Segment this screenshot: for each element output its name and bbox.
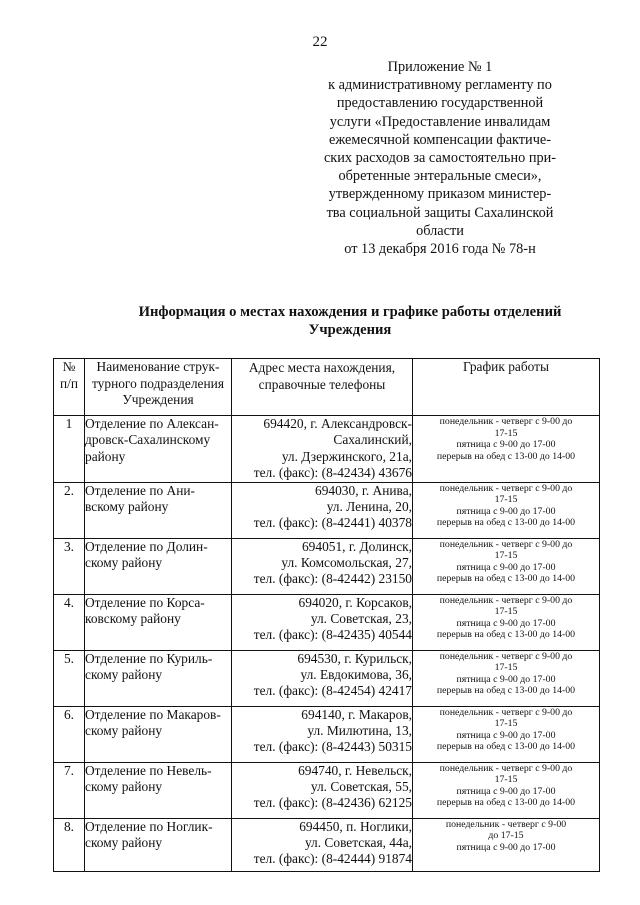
schedule-line: понедельник - четверг с 9-00 до: [439, 594, 573, 606]
schedule-line: понедельник - четверг с 9-00: [445, 818, 567, 830]
office-name: [85, 762, 232, 818]
address-line: Сахалинский,: [333, 432, 412, 448]
table-row: [54, 650, 600, 706]
office-schedule: [413, 650, 600, 706]
office-name-line: Отделение по Долин-: [85, 538, 208, 554]
address-line: 694140, г. Макаров,: [301, 706, 412, 722]
appendix-line: к административному регламенту по: [328, 77, 552, 94]
address-line: 694740, г. Невельск,: [298, 762, 412, 778]
address-line: ул. Ленина, 20,: [326, 499, 412, 515]
office-name-line: Отделение по Невель-: [85, 762, 212, 778]
header-text: п/п: [59, 375, 79, 391]
appendix-line: тва социальной защиты Сахалинской: [326, 204, 554, 221]
row-number: 5.: [54, 650, 85, 706]
office-name-line: вскому району: [85, 499, 169, 515]
appendix-line: утвержденному приказом министер-: [328, 186, 552, 203]
header-schedule: [413, 359, 600, 416]
table-row: [54, 538, 600, 594]
office-name: [85, 650, 232, 706]
header-text: Учреждения: [122, 392, 194, 407]
office-name: [85, 706, 232, 762]
office-address: [232, 482, 413, 538]
office-name: [85, 482, 232, 538]
schedule-line: понедельник - четверг с 9-00 до: [439, 482, 573, 494]
address-line: тел. (факс): (8-42436) 62125: [253, 795, 412, 811]
address-line: 694450, п. Ноглики,: [299, 818, 412, 834]
header-address: [232, 359, 413, 416]
header-num: [54, 359, 85, 416]
header-text: справочные телефоны: [258, 376, 386, 392]
row-number: 7.: [54, 762, 85, 818]
office-name-line: Отделение по Макаров-: [85, 706, 221, 722]
schedule-line: перерыв на обед с 13-00 до 14-00: [436, 685, 576, 697]
appendix-line: услуги «Предоставление инвалидам: [329, 113, 551, 130]
schedule-line: перерыв на обед с 13-00 до 14-00: [436, 450, 576, 462]
header-text: Наименование струк-: [96, 359, 220, 374]
offices-table: [53, 358, 600, 872]
address-line: тел. (факс): (8-42441) 40378: [253, 515, 412, 531]
schedule-line: перерыв на обед с 13-00 до 14-00: [436, 741, 576, 753]
office-address: [232, 538, 413, 594]
heading-line: Информация о местах нахождения и графике работы отделений: [138, 304, 562, 320]
office-schedule: [413, 538, 600, 594]
address-line: 694420, г. Александровск-: [263, 416, 412, 431]
table-row: [54, 482, 600, 538]
appendix-line: от 13 декабря 2016 года № 78-н: [344, 241, 536, 258]
address-line: ул. Советская, 44а,: [304, 835, 412, 851]
address-line: тел. (факс): (8-42434) 43676: [253, 465, 412, 481]
office-name-line: скому району: [85, 779, 163, 795]
table-row: [54, 762, 600, 818]
appendix-line: Приложение № 1: [387, 59, 493, 75]
address-line: тел. (факс): (8-42454) 42417: [253, 683, 412, 699]
address-line: 694051, г. Долинск,: [301, 538, 412, 554]
office-address: [232, 416, 413, 483]
address-line: 694030, г. Анива,: [315, 482, 412, 498]
schedule-line: 17-15: [494, 427, 518, 439]
schedule-line: перерыв на обед с 13-00 до 14-00: [436, 517, 576, 529]
schedule-line: перерыв на обед с 13-00 до 14-00: [436, 797, 576, 809]
office-name: [85, 538, 232, 594]
office-schedule: [413, 762, 600, 818]
schedule-line: понедельник - четверг с 9-00 до: [439, 650, 573, 662]
address-line: тел. (факс): (8-42435) 40544: [253, 627, 412, 643]
office-name-line: ковскому району: [85, 611, 181, 627]
office-name: [85, 594, 232, 650]
page-number: 22: [312, 34, 328, 50]
schedule-line: понедельник - четверг с 9-00 до: [439, 416, 573, 427]
appendix-line: обретенные энтеральные смеси»,: [338, 168, 542, 185]
row-number: 6.: [54, 706, 85, 762]
schedule-line: пятница с 9-00 до 17-00: [456, 617, 556, 629]
header-text: Адрес места нахождения,: [248, 360, 396, 375]
office-name-line: скому району: [85, 667, 163, 683]
schedule-line: пятница с 9-00 до 17-00: [456, 505, 556, 517]
appendix-block: [300, 58, 580, 258]
schedule-line: пятница с 9-00 до 17-00: [456, 673, 556, 685]
office-name-line: скому району: [85, 555, 163, 571]
schedule-line: 17-15: [494, 494, 518, 506]
header-name: [85, 359, 232, 416]
row-number: 2.: [54, 482, 85, 538]
address-line: ул. Комсомольская, 27,: [281, 555, 412, 571]
schedule-line: 17-15: [494, 606, 518, 618]
office-schedule: [413, 594, 600, 650]
office-name-line: Отделение по Ноглик-: [85, 818, 213, 834]
address-line: тел. (факс): (8-42444) 91874: [253, 851, 412, 867]
heading-line: Учреждения: [308, 322, 392, 338]
address-line: ул. Советская, 55,: [310, 779, 412, 795]
schedule-line: 17-15: [494, 662, 518, 674]
office-schedule: [413, 818, 600, 871]
office-schedule: [413, 706, 600, 762]
address-line: тел. (факс): (8-42443) 50315: [253, 739, 412, 755]
schedule-line: перерыв на обед с 13-00 до 14-00: [436, 629, 576, 641]
table-row: [54, 416, 600, 483]
address-line: ул. Дзержинского, 21а,: [281, 448, 412, 464]
office-name-line: Отделение по Алексан-: [85, 416, 219, 431]
header-text: турного подразделения: [92, 375, 224, 391]
table-header-row: [54, 359, 600, 416]
office-name-line: дровск-Сахалинскому: [85, 432, 211, 448]
schedule-line: 17-15: [494, 550, 518, 562]
table-row: [54, 706, 600, 762]
row-number: 4.: [54, 594, 85, 650]
address-line: тел. (факс): (8-42442) 23150: [253, 571, 412, 587]
appendix-line: предоставлению государственной: [336, 95, 544, 112]
schedule-line: 17-15: [494, 774, 518, 786]
office-address: [232, 762, 413, 818]
schedule-line: понедельник - четверг с 9-00 до: [439, 706, 573, 718]
schedule-line: понедельник - четверг с 9-00 до: [439, 762, 573, 774]
header-text: №: [62, 359, 76, 374]
document-heading: [100, 303, 600, 339]
office-name-line: Отделение по Ани-: [85, 482, 196, 498]
schedule-line: понедельник - четверг с 9-00 до: [439, 538, 573, 550]
address-line: 694020, г. Корсаков,: [298, 594, 412, 610]
office-address: [232, 706, 413, 762]
office-address: [232, 650, 413, 706]
office-address: [232, 594, 413, 650]
office-name-line: Отделение по Куриль-: [85, 650, 213, 666]
office-schedule: [413, 482, 600, 538]
office-name: [85, 416, 232, 483]
address-line: ул. Евдокимова, 36,: [300, 667, 412, 683]
office-name-line: Отделение по Корса-: [85, 594, 205, 610]
appendix-line: ских расходов за самостоятельно при-: [323, 150, 557, 167]
table-row: [54, 594, 600, 650]
office-name: [85, 818, 232, 871]
address-line: ул. Милютина, 13,: [307, 723, 412, 739]
office-schedule: [413, 416, 600, 483]
address-line: ул. Советская, 23,: [310, 611, 412, 627]
address-line: 694530, г. Курильск,: [297, 650, 412, 666]
schedule-line: 17-15: [494, 718, 518, 730]
schedule-line: пятница с 9-00 до 17-00: [456, 841, 556, 853]
schedule-line: пятница с 9-00 до 17-00: [456, 729, 556, 741]
appendix-line: области: [416, 222, 464, 239]
header-text: График работы: [462, 359, 550, 374]
schedule-line: пятница с 9-00 до 17-00: [456, 785, 556, 797]
appendix-line: ежемесячной компенсации фактиче-: [328, 131, 551, 148]
office-name-line: скому району: [85, 835, 163, 851]
schedule-line: до 17-15: [488, 830, 524, 842]
row-number: 1: [54, 416, 85, 483]
office-address: [232, 818, 413, 871]
office-name-line: району: [85, 448, 126, 464]
schedule-line: пятница с 9-00 до 17-00: [456, 439, 556, 451]
row-number: 8.: [54, 818, 85, 871]
table-row: [54, 818, 600, 871]
row-number: 3.: [54, 538, 85, 594]
schedule-line: пятница с 9-00 до 17-00: [456, 561, 556, 573]
office-name-line: скому району: [85, 723, 163, 739]
schedule-line: перерыв на обед с 13-00 до 14-00: [436, 573, 576, 585]
